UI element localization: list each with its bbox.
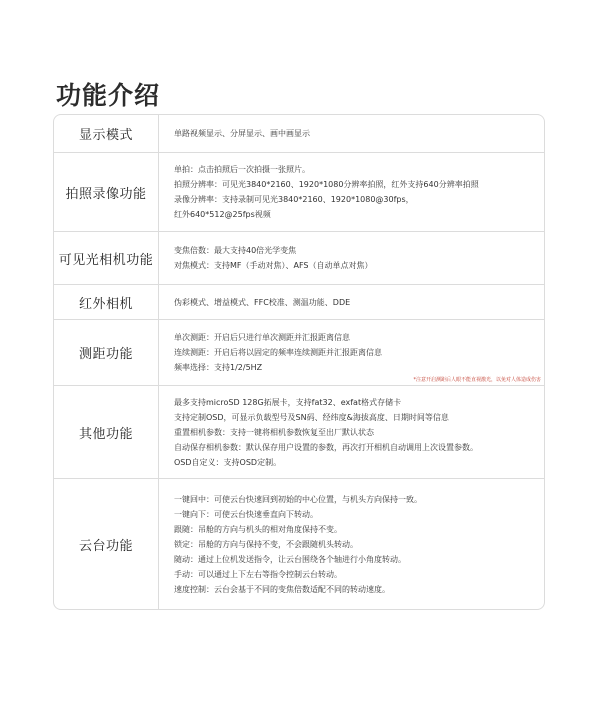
content-line: 锁定：吊舱的方向与保持不变，不会跟随机头转动。 [174, 539, 358, 549]
content-line: 重置相机参数：支持一键将相机参数恢复至出厂默认状态 [174, 427, 374, 437]
content-line: 拍照分辨率：可见光3840*2160、1920*1080分辨率拍照，红外支持640分辨率拍照 [174, 180, 479, 189]
row-label: 云台功能 [54, 479, 159, 609]
table-row [54, 385, 544, 478]
row-label: 测距功能 [54, 320, 159, 385]
table-row [54, 319, 544, 385]
row-content [159, 115, 544, 152]
content-line: 红外640*512@25fps视频 [174, 210, 271, 219]
content-line: OSD自定义：支持OSD定制。 [174, 457, 282, 467]
content-line: 自动保存相机参数：默认保存用户设置的参数，再次打开相机自动调用上次设置参数。 [174, 442, 478, 452]
table-row [54, 152, 544, 231]
content-line: 单路视频显示、分屏显示、画中画显示 [174, 129, 310, 138]
content-line: 频率选择：支持1/2/5HZ [174, 363, 263, 372]
content-line: 随动：通过上位机发送指令，让云台围绕各个轴进行小角度转动。 [174, 554, 406, 564]
content-line: 变焦倍数：最大支持40倍光学变焦 [174, 246, 297, 255]
content-line: 单拍：点击拍照后一次拍摄一张照片。 [174, 165, 310, 174]
row-content [159, 386, 544, 478]
row-content [159, 285, 544, 319]
table-row [54, 478, 544, 609]
row-content [159, 153, 544, 231]
content-line: 最多支持microSD 128G拓展卡，支持fat32、exfat格式存储卡 [174, 397, 402, 407]
content-line: 手动：可以通过上下左右等指令控制云台转动。 [174, 569, 342, 579]
row-content [159, 479, 544, 609]
table-row [54, 115, 544, 152]
content-line: 对焦模式：支持MF（手动对焦）、AFS（自动单点对焦） [174, 261, 373, 270]
row-label: 显示模式 [54, 115, 159, 152]
content-line: 一键向下：可使云台快速垂直向下转动。 [174, 509, 318, 519]
row-content [159, 232, 544, 284]
content-line: 跟随：吊舱的方向与机头的相对角度保持不变。 [174, 524, 342, 534]
row-label: 拍照录像功能 [54, 153, 159, 231]
content-line: 支持定制OSD，可显示负载型号及SN码、经纬度&海拔高度、日期时间等信息 [174, 412, 449, 422]
content-line: 伪彩模式、增益模式、FFC校准、测温功能、DDE [174, 297, 351, 307]
laser-warning-note: *注意开启测距后人眼不能直视激光，以免对人体造成伤害 [413, 377, 541, 383]
table-row [54, 284, 544, 319]
table-row [54, 231, 544, 284]
row-content [159, 320, 544, 385]
row-label: 可见光相机功能 [54, 232, 159, 284]
content-line: 连续测距：开启后将以固定的频率连续测距并汇报距离信息 [174, 348, 382, 357]
content-line: 速度控制：云台会基于不同的变焦倍数适配不同的转动速度。 [174, 584, 390, 594]
content-line: 单次测距：开启后只进行单次测距并汇报距离信息 [174, 333, 350, 342]
content-line: 录像分辨率：支持录制可见光3840*2160、1920*1080@30fps， [174, 195, 414, 204]
content-line: 一键回中：可使云台快速回到初始的中心位置，与机头方向保持一致。 [174, 494, 422, 504]
spec-table [53, 114, 545, 610]
page-title: 功能介绍 [56, 81, 161, 110]
row-label: 其他功能 [54, 386, 159, 478]
row-label: 红外相机 [54, 285, 159, 319]
